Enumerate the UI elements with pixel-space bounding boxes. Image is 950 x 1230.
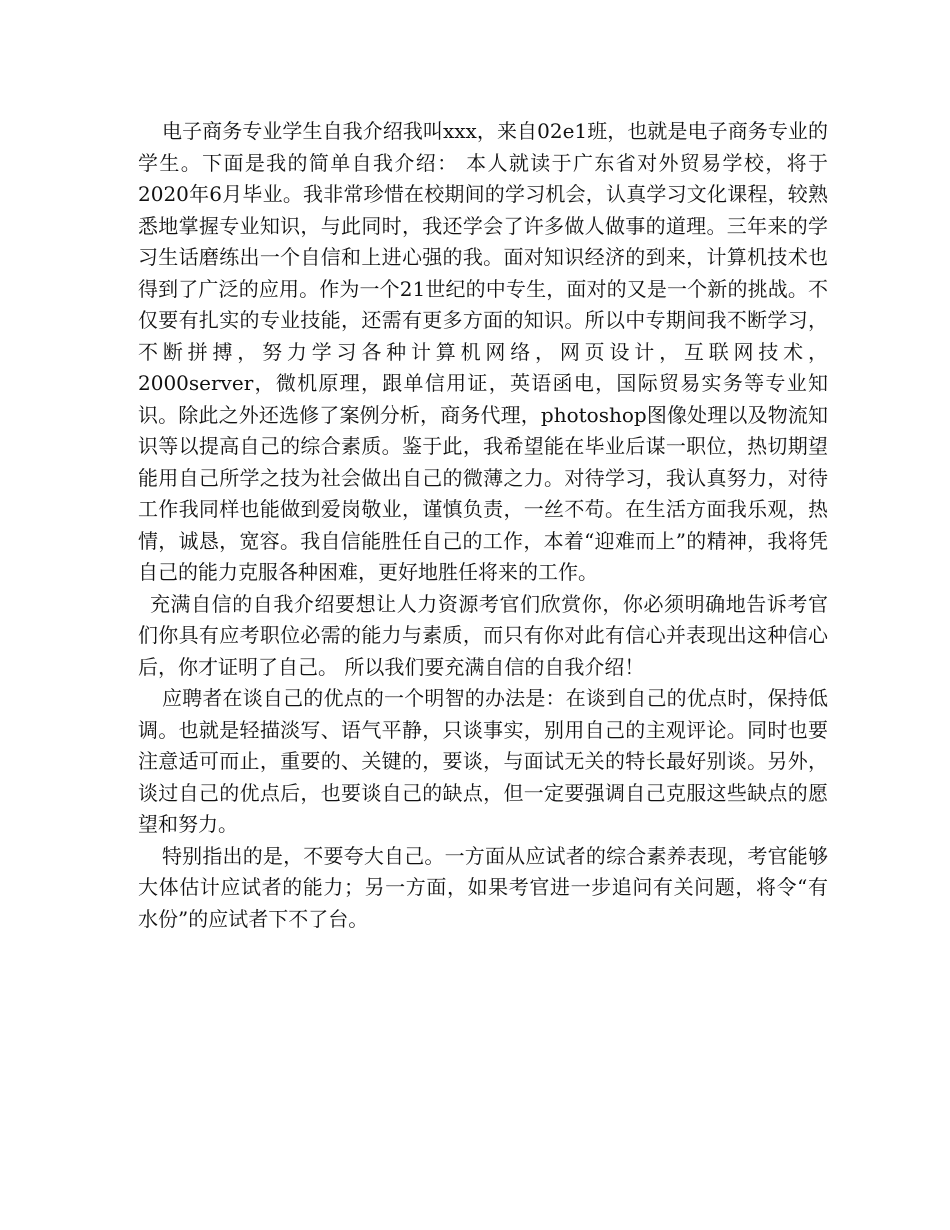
paragraph-strengths: 应聘者在谈自己的优点的一个明智的办法是：在谈到自己的优点时，保持低调。也就是轻描淡写、语气平静，只谈事实，别用自己的主观评论。同时也要注意适可而止，重要的、关键的，要谈，与面试无关的特长最好别谈。另外，谈过自己的优点后，也要谈自己的缺点，但一定要强调自己克服这些缺点的愿望和努力。 <box>138 686 828 836</box>
paragraph-intro: 电子商务专业学生自我介绍我叫xxx，来自02e1班，也就是电子商务专业的学生。下面是我的简单自我介绍： 本人就读于广东省对外贸易学校，将于2020年6月毕业。我非常珍惜在校期间的学习机会，认真学习文化课程，较熟悉地掌握专业知识，与此同时，我还学会了许多做人做事的道理。三年来的学习生话磨练出一个自信和上进心强的我。面对知识经济的到来，计算机技术也得到了广泛的应用。作为一个21世纪的中专生，面对的又是一个新的挑战。不仅要有扎实的专业技能，还需有更多方面的知识。所以中专期间我不断学习，不断拼搏，努力学习各种计算机网络，网页设计，互联网技术，2000server，微机原理，跟单信用证，英语函电，国际贸易实务等专业知识。除此之外还选修了案例分析，商务代理，photoshop图像处理以及物流知识等以提高自己的综合素质。鉴于此，我希望能在毕业后谋一职位，热切期望能用自己所学之技为社会做出自己的微薄之力。对待学习，我认真努力，对待工作我同样也能做到爱岗敬业，谨慎负责，一丝不苟。在生活方面我乐观，热情，诚恳，宽容。我自信能胜任自己的工作，本着“迎难而上”的精神，我将凭自己的能力克服各种困难，更好地胜任将来的工作。 <box>138 119 828 584</box>
document-body <box>138 116 828 935</box>
paragraph-no-exaggeration: 特别指出的是，不要夸大自己。一方面从应试者的综合素养表现，考官能够大体估计应试者的能力；另一方面，如果考官进一步追问有关问题，将令“有水份”的应试者下不了台。 <box>138 843 828 931</box>
paragraph-confidence: 充满自信的自我介绍要想让人力资源考官们欣赏你，你必须明确地告诉考官们你具有应考职位必需的能力与素质，而只有你对此有信心并表现出这种信心后，你才证明了自己。 所以我们要充满自信的自我介绍！ <box>138 591 828 679</box>
